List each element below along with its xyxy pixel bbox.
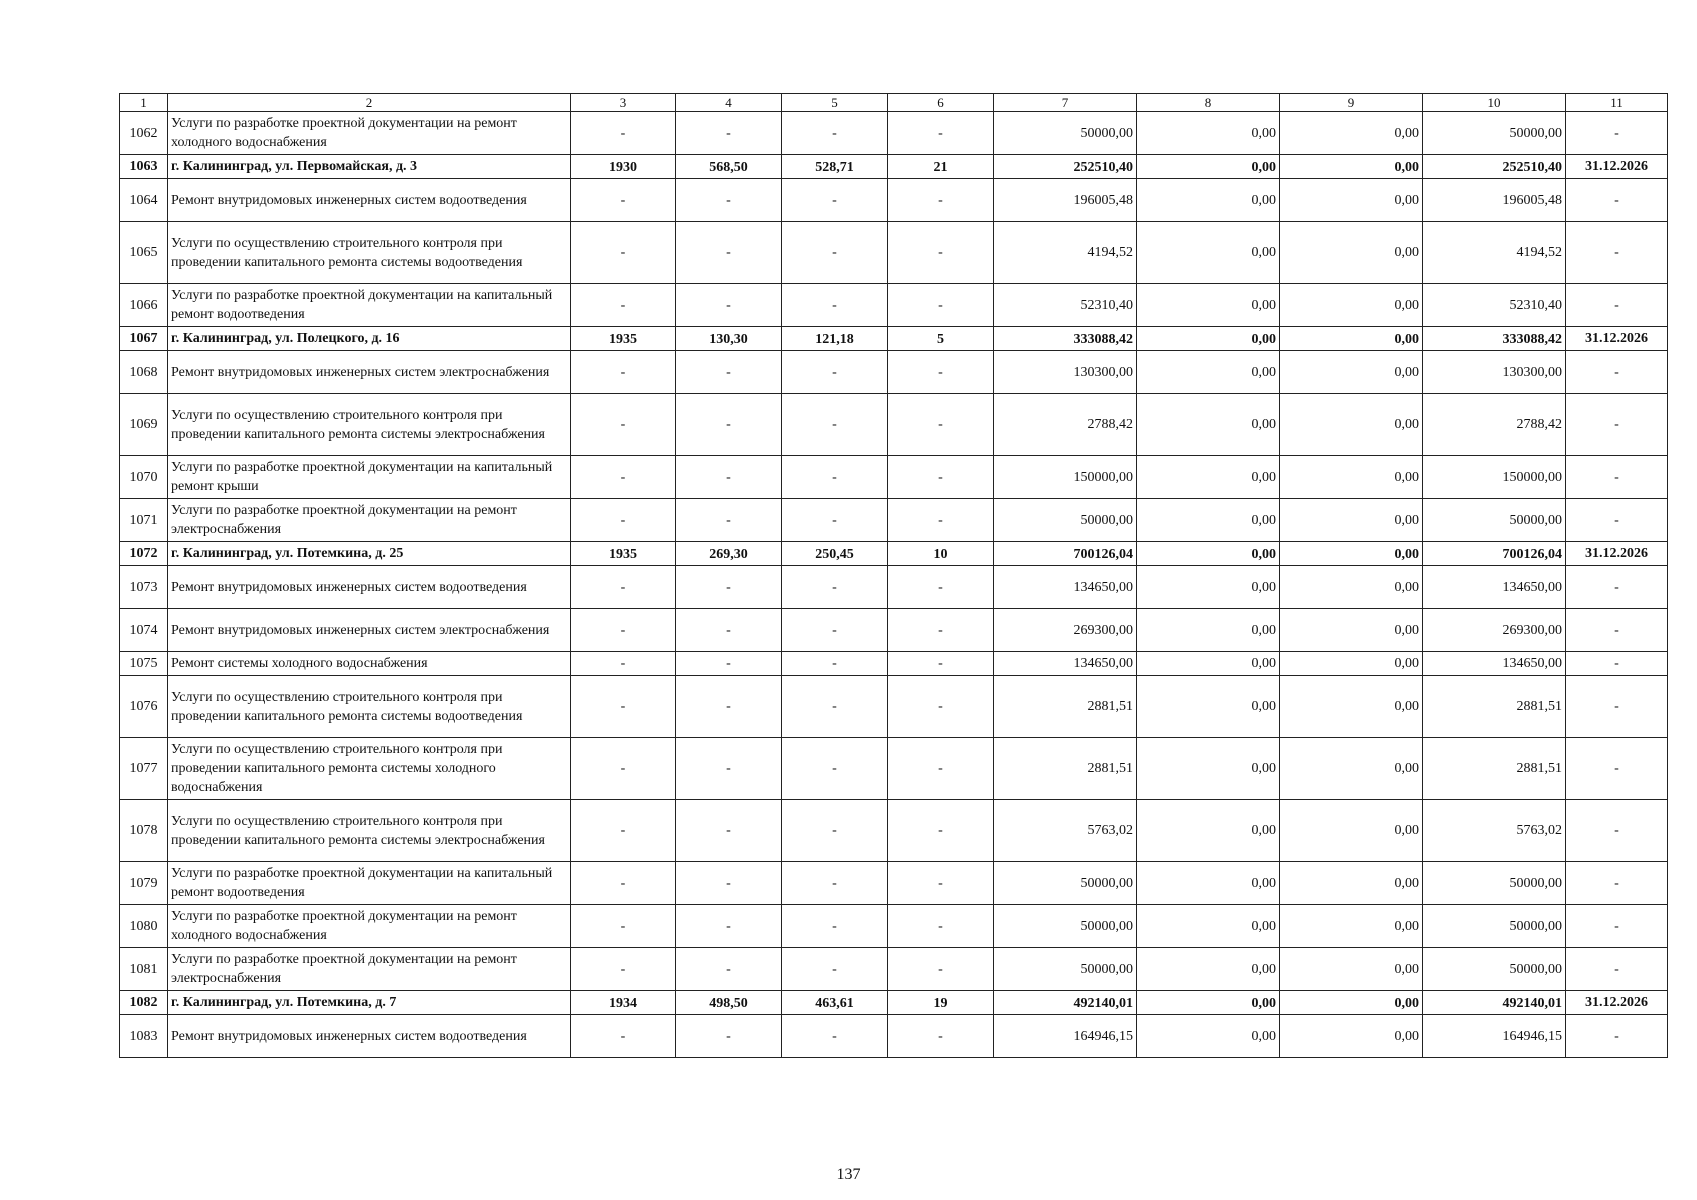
build-year-cell: -: [571, 652, 676, 676]
total-area-cell: -: [676, 394, 782, 456]
deadline-cell: -: [1566, 800, 1668, 862]
row-number-cell: 1069: [120, 394, 168, 456]
build-year-cell: -: [571, 676, 676, 738]
owners-cost-cell: 134650,00: [1423, 566, 1566, 609]
build-year-cell: 1930: [571, 155, 676, 179]
fund-cost-cell: 0,00: [1137, 862, 1280, 905]
fund-cost-cell: 0,00: [1137, 676, 1280, 738]
build-year-cell: -: [571, 948, 676, 991]
living-area-cell: -: [782, 222, 888, 284]
deadline-cell: -: [1566, 676, 1668, 738]
address-row: [120, 155, 1668, 179]
deadline-cell: 31.12.2026: [1566, 991, 1668, 1015]
total-cost-cell: 134650,00: [994, 652, 1137, 676]
build-year-cell: -: [571, 800, 676, 862]
work-item-row: [120, 609, 1668, 652]
fund-cost-cell: 0,00: [1137, 738, 1280, 800]
work-item-row: [120, 676, 1668, 738]
total-area-cell: 130,30: [676, 327, 782, 351]
fund-cost-cell: 0,00: [1137, 351, 1280, 394]
residents-cell: -: [888, 1015, 994, 1058]
budget-cost-cell: 0,00: [1280, 800, 1423, 862]
residents-cell: -: [888, 179, 994, 222]
work-description-cell: Ремонт внутридомовых инженерных систем электроснабжения: [168, 609, 571, 652]
owners-cost-cell: 50000,00: [1423, 905, 1566, 948]
budget-cost-cell: 0,00: [1280, 905, 1423, 948]
work-description-cell: Ремонт внутридомовых инженерных систем водоотведения: [168, 179, 571, 222]
budget-cost-cell: 0,00: [1280, 499, 1423, 542]
budget-cost-cell: 0,00: [1280, 284, 1423, 327]
total-cost-cell: 150000,00: [994, 456, 1137, 499]
residents-cell: -: [888, 609, 994, 652]
budget-cost-cell: 0,00: [1280, 327, 1423, 351]
budget-cost-cell: 0,00: [1280, 991, 1423, 1015]
total-cost-cell: 269300,00: [994, 609, 1137, 652]
residents-cell: -: [888, 862, 994, 905]
build-year-cell: 1935: [571, 542, 676, 566]
build-year-cell: -: [571, 499, 676, 542]
total-cost-cell: 50000,00: [994, 862, 1137, 905]
total-area-cell: -: [676, 652, 782, 676]
total-cost-cell: 50000,00: [994, 499, 1137, 542]
build-year-cell: -: [571, 284, 676, 327]
row-number-cell: 1062: [120, 112, 168, 155]
work-item-row: [120, 862, 1668, 905]
total-cost-cell: 50000,00: [994, 948, 1137, 991]
living-area-cell: -: [782, 456, 888, 499]
residents-cell: -: [888, 948, 994, 991]
fund-cost-cell: 0,00: [1137, 566, 1280, 609]
total-area-cell: -: [676, 862, 782, 905]
address-row: [120, 327, 1668, 351]
row-number-cell: 1083: [120, 1015, 168, 1058]
build-year-cell: -: [571, 351, 676, 394]
residents-cell: -: [888, 112, 994, 155]
build-year-cell: -: [571, 862, 676, 905]
living-area-cell: -: [782, 499, 888, 542]
work-description-cell: Услуги по осуществлению строительного контроля при проведении капитального ремонта системы водоотведения: [168, 222, 571, 284]
residents-cell: -: [888, 456, 994, 499]
owners-cost-cell: 252510,40: [1423, 155, 1566, 179]
total-cost-cell: 2881,51: [994, 738, 1137, 800]
budget-cost-cell: 0,00: [1280, 351, 1423, 394]
work-description-cell: Услуги по разработке проектной документации на ремонт холодного водоснабжения: [168, 905, 571, 948]
fund-cost-cell: 0,00: [1137, 991, 1280, 1015]
living-area-cell: 528,71: [782, 155, 888, 179]
row-number-cell: 1072: [120, 542, 168, 566]
column-header-6: 6: [888, 94, 994, 112]
budget-cost-cell: 0,00: [1280, 609, 1423, 652]
living-area-cell: -: [782, 284, 888, 327]
living-area-cell: 463,61: [782, 991, 888, 1015]
total-area-cell: -: [676, 284, 782, 327]
budget-cost-cell: 0,00: [1280, 155, 1423, 179]
deadline-cell: -: [1566, 738, 1668, 800]
deadline-cell: -: [1566, 948, 1668, 991]
residents-cell: -: [888, 800, 994, 862]
row-number-cell: 1068: [120, 351, 168, 394]
work-description-cell: Ремонт внутридомовых инженерных систем водоотведения: [168, 1015, 571, 1058]
total-area-cell: 568,50: [676, 155, 782, 179]
column-header-11: 11: [1566, 94, 1668, 112]
fund-cost-cell: 0,00: [1137, 112, 1280, 155]
work-description-cell: Ремонт внутридомовых инженерных систем электроснабжения: [168, 351, 571, 394]
build-year-cell: 1934: [571, 991, 676, 1015]
budget-cost-cell: 0,00: [1280, 948, 1423, 991]
build-year-cell: -: [571, 738, 676, 800]
total-area-cell: -: [676, 179, 782, 222]
total-area-cell: -: [676, 676, 782, 738]
work-item-row: [120, 284, 1668, 327]
owners-cost-cell: 130300,00: [1423, 351, 1566, 394]
budget-cost-cell: 0,00: [1280, 222, 1423, 284]
work-description-cell: Услуги по осуществлению строительного контроля при проведении капитального ремонта системы электроснабжения: [168, 800, 571, 862]
total-area-cell: -: [676, 351, 782, 394]
fund-cost-cell: 0,00: [1137, 948, 1280, 991]
deadline-cell: -: [1566, 284, 1668, 327]
total-area-cell: -: [676, 456, 782, 499]
row-number-cell: 1071: [120, 499, 168, 542]
build-year-cell: -: [571, 905, 676, 948]
fund-cost-cell: 0,00: [1137, 652, 1280, 676]
total-area-cell: -: [676, 905, 782, 948]
row-number-cell: 1066: [120, 284, 168, 327]
work-description-cell: Услуги по разработке проектной документации на ремонт электроснабжения: [168, 948, 571, 991]
work-description-cell: г. Калининград, ул. Первомайская, д. 3: [168, 155, 571, 179]
budget-cost-cell: 0,00: [1280, 676, 1423, 738]
budget-cost-cell: 0,00: [1280, 542, 1423, 566]
work-description-cell: Услуги по разработке проектной документации на ремонт холодного водоснабжения: [168, 112, 571, 155]
row-number-cell: 1063: [120, 155, 168, 179]
deadline-cell: -: [1566, 1015, 1668, 1058]
work-description-cell: Услуги по разработке проектной документации на капитальный ремонт крыши: [168, 456, 571, 499]
work-description-cell: г. Калининград, ул. Потемкина, д. 25: [168, 542, 571, 566]
work-description-cell: Услуги по осуществлению строительного контроля при проведении капитального ремонта системы холодного водоснабжения: [168, 738, 571, 800]
row-number-cell: 1079: [120, 862, 168, 905]
row-number-cell: 1065: [120, 222, 168, 284]
column-header-5: 5: [782, 94, 888, 112]
total-cost-cell: 252510,40: [994, 155, 1137, 179]
work-item-row: [120, 1015, 1668, 1058]
deadline-cell: -: [1566, 351, 1668, 394]
living-area-cell: -: [782, 1015, 888, 1058]
living-area-cell: 121,18: [782, 327, 888, 351]
work-item-row: [120, 222, 1668, 284]
budget-cost-cell: 0,00: [1280, 862, 1423, 905]
living-area-cell: -: [782, 676, 888, 738]
fund-cost-cell: 0,00: [1137, 394, 1280, 456]
total-area-cell: 498,50: [676, 991, 782, 1015]
work-item-row: [120, 394, 1668, 456]
living-area-cell: -: [782, 905, 888, 948]
work-item-row: [120, 456, 1668, 499]
build-year-cell: -: [571, 566, 676, 609]
residents-cell: -: [888, 676, 994, 738]
total-area-cell: -: [676, 499, 782, 542]
deadline-cell: -: [1566, 862, 1668, 905]
residents-cell: -: [888, 905, 994, 948]
living-area-cell: -: [782, 394, 888, 456]
residents-cell: -: [888, 566, 994, 609]
column-header-8: 8: [1137, 94, 1280, 112]
living-area-cell: -: [782, 351, 888, 394]
total-cost-cell: 492140,01: [994, 991, 1137, 1015]
work-item-row: [120, 499, 1668, 542]
row-number-cell: 1067: [120, 327, 168, 351]
owners-cost-cell: 2881,51: [1423, 738, 1566, 800]
residents-cell: -: [888, 222, 994, 284]
living-area-cell: -: [782, 609, 888, 652]
total-area-cell: 269,30: [676, 542, 782, 566]
fund-cost-cell: 0,00: [1137, 179, 1280, 222]
living-area-cell: -: [782, 738, 888, 800]
work-description-cell: Услуги по разработке проектной документации на ремонт электроснабжения: [168, 499, 571, 542]
total-cost-cell: 5763,02: [994, 800, 1137, 862]
total-cost-cell: 2881,51: [994, 676, 1137, 738]
work-description-cell: Ремонт системы холодного водоснабжения: [168, 652, 571, 676]
fund-cost-cell: 0,00: [1137, 456, 1280, 499]
total-cost-cell: 164946,15: [994, 1015, 1137, 1058]
row-number-cell: 1070: [120, 456, 168, 499]
work-description-cell: Ремонт внутридомовых инженерных систем водоотведения: [168, 566, 571, 609]
residents-cell: -: [888, 738, 994, 800]
owners-cost-cell: 4194,52: [1423, 222, 1566, 284]
work-item-row: [120, 351, 1668, 394]
work-item-row: [120, 738, 1668, 800]
budget-cost-cell: 0,00: [1280, 566, 1423, 609]
row-number-cell: 1078: [120, 800, 168, 862]
total-cost-cell: 2788,42: [994, 394, 1137, 456]
fund-cost-cell: 0,00: [1137, 499, 1280, 542]
residents-cell: -: [888, 284, 994, 327]
build-year-cell: -: [571, 456, 676, 499]
column-header-4: 4: [676, 94, 782, 112]
fund-cost-cell: 0,00: [1137, 542, 1280, 566]
owners-cost-cell: 5763,02: [1423, 800, 1566, 862]
total-cost-cell: 130300,00: [994, 351, 1137, 394]
owners-cost-cell: 2788,42: [1423, 394, 1566, 456]
build-year-cell: -: [571, 112, 676, 155]
budget-cost-cell: 0,00: [1280, 1015, 1423, 1058]
deadline-cell: -: [1566, 394, 1668, 456]
deadline-cell: -: [1566, 905, 1668, 948]
work-item-row: [120, 566, 1668, 609]
total-cost-cell: 134650,00: [994, 566, 1137, 609]
total-area-cell: -: [676, 112, 782, 155]
row-number-cell: 1082: [120, 991, 168, 1015]
deadline-cell: 31.12.2026: [1566, 327, 1668, 351]
build-year-cell: -: [571, 1015, 676, 1058]
address-row: [120, 991, 1668, 1015]
owners-cost-cell: 700126,04: [1423, 542, 1566, 566]
owners-cost-cell: 164946,15: [1423, 1015, 1566, 1058]
owners-cost-cell: 50000,00: [1423, 862, 1566, 905]
residents-cell: 10: [888, 542, 994, 566]
deadline-cell: -: [1566, 499, 1668, 542]
budget-cost-cell: 0,00: [1280, 738, 1423, 800]
residents-cell: -: [888, 351, 994, 394]
row-number-cell: 1077: [120, 738, 168, 800]
work-item-row: [120, 905, 1668, 948]
living-area-cell: -: [782, 566, 888, 609]
work-description-cell: г. Калининград, ул. Полецкого, д. 16: [168, 327, 571, 351]
fund-cost-cell: 0,00: [1137, 609, 1280, 652]
total-area-cell: -: [676, 222, 782, 284]
total-area-cell: -: [676, 1015, 782, 1058]
build-year-cell: -: [571, 609, 676, 652]
owners-cost-cell: 333088,42: [1423, 327, 1566, 351]
work-description-cell: Услуги по осуществлению строительного контроля при проведении капитального ремонта системы электроснабжения: [168, 394, 571, 456]
row-number-cell: 1074: [120, 609, 168, 652]
owners-cost-cell: 50000,00: [1423, 112, 1566, 155]
fund-cost-cell: 0,00: [1137, 327, 1280, 351]
living-area-cell: 250,45: [782, 542, 888, 566]
total-area-cell: -: [676, 609, 782, 652]
residents-cell: 21: [888, 155, 994, 179]
column-header-7: 7: [994, 94, 1137, 112]
living-area-cell: -: [782, 179, 888, 222]
total-area-cell: -: [676, 566, 782, 609]
row-number-cell: 1076: [120, 676, 168, 738]
total-cost-cell: 700126,04: [994, 542, 1137, 566]
budget-cost-cell: 0,00: [1280, 179, 1423, 222]
living-area-cell: -: [782, 800, 888, 862]
repair-program-table: [119, 93, 1668, 1058]
total-cost-cell: 50000,00: [994, 112, 1137, 155]
build-year-cell: -: [571, 222, 676, 284]
work-item-row: [120, 948, 1668, 991]
column-header-9: 9: [1280, 94, 1423, 112]
deadline-cell: -: [1566, 179, 1668, 222]
build-year-cell: -: [571, 179, 676, 222]
work-item-row: [120, 179, 1668, 222]
total-cost-cell: 4194,52: [994, 222, 1137, 284]
living-area-cell: -: [782, 948, 888, 991]
row-number-cell: 1075: [120, 652, 168, 676]
fund-cost-cell: 0,00: [1137, 284, 1280, 327]
deadline-cell: -: [1566, 566, 1668, 609]
owners-cost-cell: 52310,40: [1423, 284, 1566, 327]
owners-cost-cell: 2881,51: [1423, 676, 1566, 738]
residents-cell: -: [888, 394, 994, 456]
row-number-cell: 1064: [120, 179, 168, 222]
work-description-cell: Услуги по разработке проектной документации на капитальный ремонт водоотведения: [168, 862, 571, 905]
build-year-cell: 1935: [571, 327, 676, 351]
budget-cost-cell: 0,00: [1280, 456, 1423, 499]
column-header-2: 2: [168, 94, 571, 112]
work-item-row: [120, 800, 1668, 862]
total-area-cell: -: [676, 800, 782, 862]
column-header-10: 10: [1423, 94, 1566, 112]
row-number-cell: 1073: [120, 566, 168, 609]
fund-cost-cell: 0,00: [1137, 800, 1280, 862]
living-area-cell: -: [782, 862, 888, 905]
owners-cost-cell: 269300,00: [1423, 609, 1566, 652]
deadline-cell: -: [1566, 222, 1668, 284]
owners-cost-cell: 50000,00: [1423, 499, 1566, 542]
deadline-cell: -: [1566, 112, 1668, 155]
column-header-3: 3: [571, 94, 676, 112]
total-cost-cell: 333088,42: [994, 327, 1137, 351]
row-number-cell: 1080: [120, 905, 168, 948]
fund-cost-cell: 0,00: [1137, 155, 1280, 179]
total-cost-cell: 52310,40: [994, 284, 1137, 327]
fund-cost-cell: 0,00: [1137, 1015, 1280, 1058]
owners-cost-cell: 196005,48: [1423, 179, 1566, 222]
column-header-1: 1: [120, 94, 168, 112]
residents-cell: -: [888, 652, 994, 676]
total-cost-cell: 196005,48: [994, 179, 1137, 222]
deadline-cell: -: [1566, 652, 1668, 676]
work-description-cell: Услуги по разработке проектной документации на капитальный ремонт водоотведения: [168, 284, 571, 327]
work-description-cell: г. Калининград, ул. Потемкина, д. 7: [168, 991, 571, 1015]
total-area-cell: -: [676, 948, 782, 991]
owners-cost-cell: 150000,00: [1423, 456, 1566, 499]
residents-cell: 19: [888, 991, 994, 1015]
residents-cell: -: [888, 499, 994, 542]
residents-cell: 5: [888, 327, 994, 351]
deadline-cell: 31.12.2026: [1566, 542, 1668, 566]
deadline-cell: 31.12.2026: [1566, 155, 1668, 179]
build-year-cell: -: [571, 394, 676, 456]
living-area-cell: -: [782, 112, 888, 155]
fund-cost-cell: 0,00: [1137, 222, 1280, 284]
owners-cost-cell: 134650,00: [1423, 652, 1566, 676]
living-area-cell: -: [782, 652, 888, 676]
deadline-cell: -: [1566, 609, 1668, 652]
work-description-cell: Услуги по осуществлению строительного контроля при проведении капитального ремонта системы водоотведения: [168, 676, 571, 738]
page-number: 137: [836, 1166, 861, 1183]
fund-cost-cell: 0,00: [1137, 905, 1280, 948]
budget-cost-cell: 0,00: [1280, 112, 1423, 155]
work-item-row: [120, 112, 1668, 155]
total-cost-cell: 50000,00: [994, 905, 1137, 948]
owners-cost-cell: 492140,01: [1423, 991, 1566, 1015]
address-row: [120, 542, 1668, 566]
column-number-header-row: [120, 94, 1668, 112]
work-item-row: [120, 652, 1668, 676]
budget-cost-cell: 0,00: [1280, 652, 1423, 676]
deadline-cell: -: [1566, 456, 1668, 499]
row-number-cell: 1081: [120, 948, 168, 991]
total-area-cell: -: [676, 738, 782, 800]
budget-cost-cell: 0,00: [1280, 394, 1423, 456]
owners-cost-cell: 50000,00: [1423, 948, 1566, 991]
